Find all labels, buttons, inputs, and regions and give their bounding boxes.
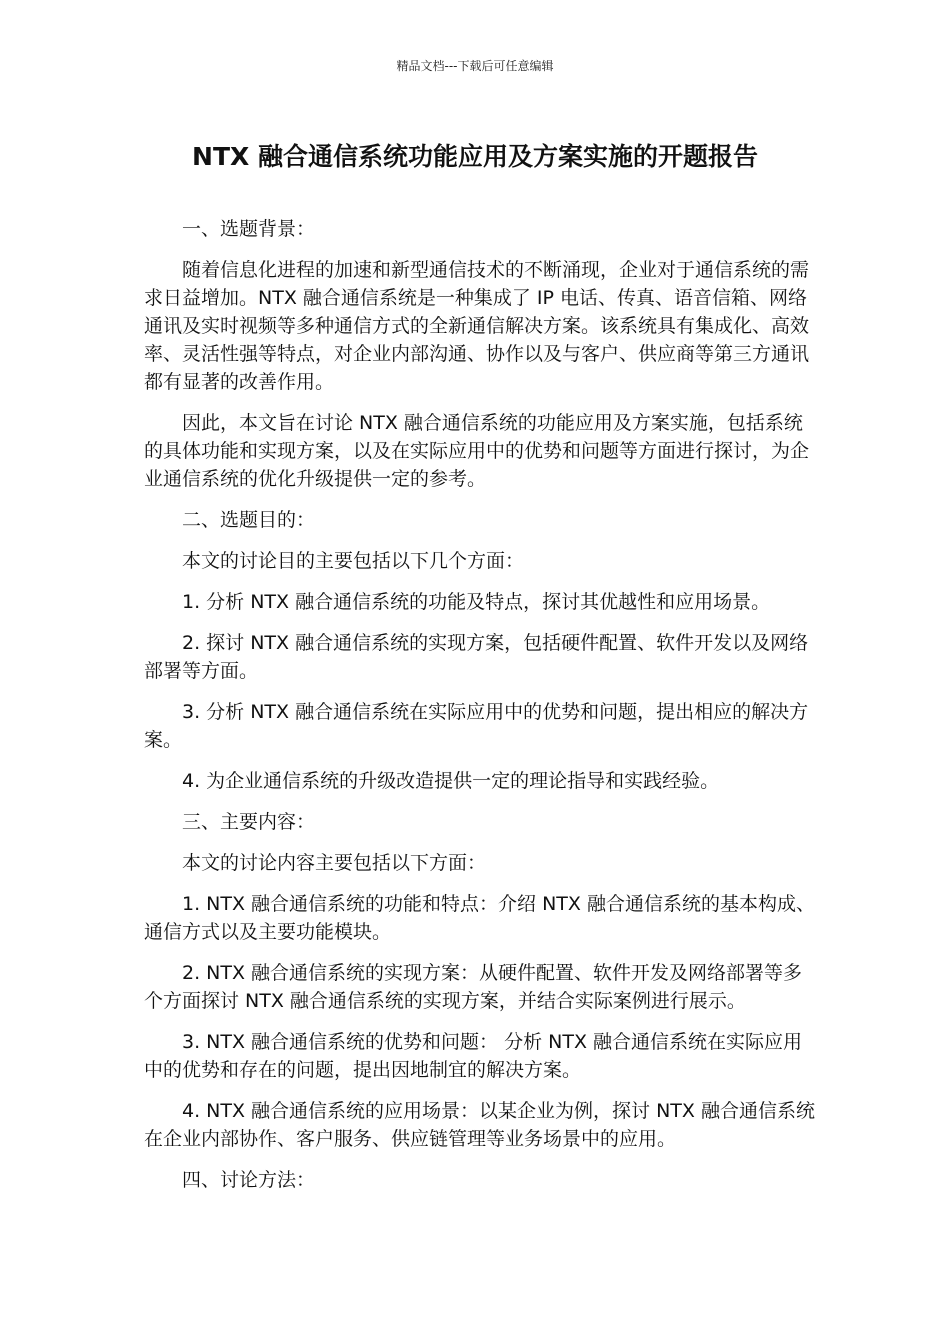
paragraph: 随着信息化进程的加速和新型通信技术的不断涌现，企业对于通信系统的需求日益增加。NTX 融合通信系统是一种集成了 IP 电话、传真、语音信箱、网络通讯及实时视频等多种通信方式的全新通信解决方案。该系统具有集成化、高效率、灵活性强等特点，对企业内部沟通、协作以及与客户、供应商等第三方通讯都有显著的改善作用。: [144, 259, 810, 393]
section-heading-method: 四、讨论方法：: [182, 1169, 316, 1191]
list-item: 4. NTX 融合通信系统的应用场景：以某企业为例，探讨 NTX 融合通信系统在企业内部协作、客户服务、供应链管理等业务场景中的应用。: [144, 1100, 815, 1150]
document-body: [144, 215, 816, 1207]
list-item: 3. 分析 NTX 融合通信系统在实际应用中的优势和问题，提出相应的解决方案。: [144, 701, 809, 751]
paragraph: 本文的讨论目的主要包括以下几个方面：: [182, 550, 525, 572]
section-heading-background: 一、选题背景：: [182, 218, 316, 240]
list-item: 3. NTX 融合通信系统的优势和问题： 分析 NTX 融合通信系统在实际应用中的优势和存在的问题，提出因地制宜的解决方案。: [144, 1031, 802, 1081]
document-title: NTX 融合通信系统功能应用及方案实施的开题报告: [192, 142, 758, 171]
header-note: 精品文档---下载后可任意编辑: [396, 59, 554, 73]
list-item: 2. 探讨 NTX 融合通信系统的实现方案，包括硬件配置、软件开发以及网络部署等方面。: [144, 632, 809, 682]
section-heading-purpose: 二、选题目的：: [182, 509, 316, 531]
list-item: 4. 为企业通信系统的升级改造提供一定的理论指导和实践经验。: [182, 770, 720, 792]
list-item: 1. 分析 NTX 融合通信系统的功能及特点，探讨其优越性和应用场景。: [182, 591, 771, 613]
list-item: 2. NTX 融合通信系统的实现方案：从硬件配置、软件开发及网络部署等多个方面探讨 NTX 融合通信系统的实现方案，并结合实际案例进行展示。: [144, 962, 803, 1012]
section-heading-content: 三、主要内容：: [182, 811, 316, 833]
list-item: 1. NTX 融合通信系统的功能和特点：介绍 NTX 融合通信系统的基本构成、通信方式以及主要功能模块。: [144, 893, 815, 943]
paragraph: 本文的讨论内容主要包括以下方面：: [182, 852, 487, 874]
paragraph: 因此，本文旨在讨论 NTX 融合通信系统的功能应用及方案实施，包括系统的具体功能和实现方案，以及在实际应用中的优势和问题等方面进行探讨，为企业通信系统的优化升级提供一定的参考。: [144, 412, 810, 490]
